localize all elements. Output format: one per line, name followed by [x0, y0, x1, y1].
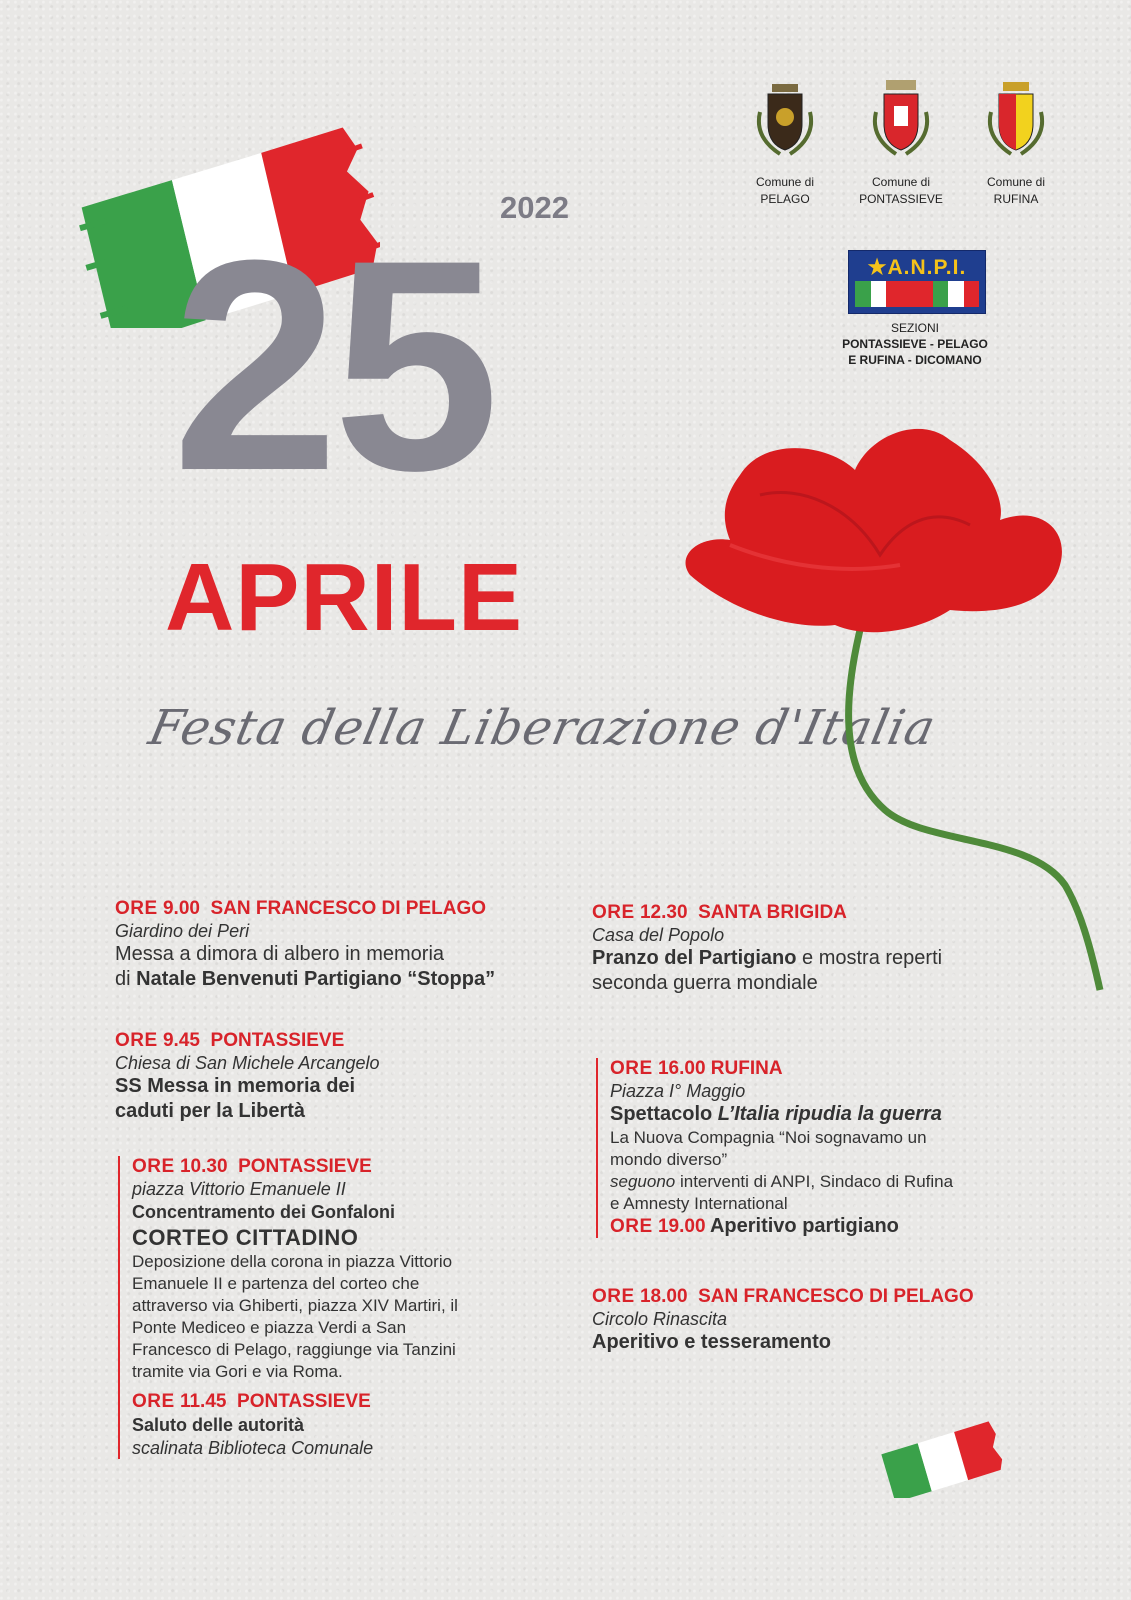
- ore-label: ORE: [115, 1030, 158, 1051]
- event-desc-2-bold: Natale Benvenuti Partigiano “Stoppa”: [136, 968, 496, 990]
- event-time: 12.30: [639, 902, 688, 923]
- event-desc-2: seconda guerra mondiale: [592, 972, 818, 994]
- subtitle: Festa della Liberazione d'Italia: [144, 700, 941, 756]
- event-1: [115, 898, 495, 992]
- event-desc-1: Messa a dimora di albero in memoria: [115, 943, 445, 965]
- rufina-coat-of-arms-icon: [981, 72, 1051, 167]
- event-time: 10.30: [179, 1156, 228, 1177]
- event-2: [115, 1030, 379, 1124]
- event-desc-1: Aperitivo e tesseramento: [592, 1331, 831, 1353]
- italian-flag-bottom: [876, 1418, 1006, 1498]
- month-title: APRILE: [165, 544, 524, 651]
- event-5: [592, 902, 942, 996]
- ore-label: ORE: [132, 1156, 175, 1177]
- event-7: [592, 1286, 974, 1355]
- crest-pontassieve: [846, 72, 956, 206]
- event-desc-1: Concentramento dei Gonfaloni: [132, 1202, 396, 1222]
- event-place: PONTASSIEVE: [238, 1156, 372, 1177]
- event-place: PONTASSIEVE: [210, 1030, 345, 1051]
- ore-label: ORE: [115, 898, 158, 919]
- event-text-3-italic: seguono: [610, 1172, 676, 1191]
- event-3: [118, 1156, 552, 1459]
- pontassieve-coat-of-arms-icon: [866, 72, 936, 167]
- event-venue: piazza Vittorio Emanuele II: [132, 1179, 346, 1199]
- event-text-2: mondo diverso”: [610, 1150, 728, 1169]
- event-text-2: Emanuele II e partenza del corteo che: [132, 1274, 420, 1293]
- event-text-4: Ponte Mediceo e piazza Verdi a San: [132, 1318, 407, 1337]
- event-text-4: e Amnesty International: [610, 1194, 788, 1213]
- event-place: RUFINA: [710, 1058, 783, 1079]
- ore-label: ORE: [592, 1286, 635, 1307]
- event-desc-2-pre: di: [115, 968, 137, 990]
- event-venue: Chiesa di San Michele Arcangelo: [115, 1053, 380, 1073]
- event-text-5: Francesco di Pelago, raggiunge via Tanzini: [132, 1340, 456, 1359]
- comune-prefix: Comune di: [755, 175, 815, 189]
- event-desc-2: CORTEO CITTADINO: [132, 1225, 359, 1250]
- anpi-flag-stripes: [855, 281, 979, 307]
- event-time: 18.00: [639, 1286, 688, 1307]
- event-text-6: tramite via Gori e via Roma.: [132, 1362, 343, 1381]
- sezioni-line1: PONTASSIEVE - PELAGO: [842, 337, 988, 351]
- event-desc-1-bold: Spettacolo: [610, 1103, 718, 1125]
- event-time: 9.45: [162, 1030, 200, 1051]
- event-place: SANTA BRIGIDA: [698, 902, 847, 923]
- event-desc-2: caduti per la Libertà: [115, 1100, 306, 1122]
- event-4: [132, 1391, 552, 1413]
- anpi-logo: [848, 250, 984, 314]
- event-text-3-rest: interventi di ANPI, Sindaco di Rufina: [675, 1172, 954, 1191]
- event-venue: Casa del Popolo: [592, 925, 725, 945]
- event-venue: Piazza I° Maggio: [610, 1081, 746, 1101]
- event-desc-1-italic: L’Italia ripudia la guerra: [717, 1103, 942, 1125]
- sezioni-label: SEZIONI: [890, 321, 939, 335]
- event-4-venue: scalinata Biblioteca Comunale: [132, 1438, 374, 1458]
- event-desc-1-bold: Pranzo del Partigiano: [592, 947, 797, 969]
- ore-label: ORE: [610, 1058, 653, 1079]
- event-venue: Circolo Rinascita: [592, 1309, 728, 1329]
- comune-prefix: Comune di: [986, 175, 1046, 189]
- event-6: [596, 1058, 1050, 1238]
- event-text-3: attraverso via Ghiberti, piazza XIV Martiri, il: [132, 1296, 458, 1315]
- pelago-coat-of-arms-icon: [750, 72, 820, 167]
- event-4-desc: Saluto delle autorità: [132, 1415, 305, 1435]
- event-place: PONTASSIEVE: [237, 1391, 371, 1412]
- event-text-1: Deposizione della corona in piazza Vittorio: [132, 1252, 453, 1271]
- sub-event-text: Aperitivo partigiano: [709, 1215, 899, 1237]
- year: 2022: [500, 190, 569, 225]
- event-time: 9.00: [162, 898, 200, 919]
- event-place: SAN FRANCESCO DI PELAGO: [210, 898, 487, 919]
- event-place: SAN FRANCESCO DI PELAGO: [698, 1286, 974, 1307]
- comune-name: PELAGO: [760, 192, 810, 206]
- event-time: 11.45: [179, 1391, 227, 1412]
- comune-name: PONTASSIEVE: [859, 192, 943, 206]
- ore-label: ORE: [132, 1391, 175, 1412]
- event-desc-1-rest: e mostra reperti: [796, 947, 943, 969]
- anpi-sections: [815, 320, 1015, 368]
- ore-label: ORE: [610, 1216, 653, 1237]
- event-time: 16.00: [657, 1058, 706, 1079]
- ore-label: ORE: [592, 902, 635, 923]
- event-venue: Giardino dei Peri: [115, 921, 250, 941]
- crest-rufina: [966, 72, 1066, 206]
- comune-name: RUFINA: [993, 192, 1039, 206]
- sezioni-line2: E RUFINA - DICOMANO: [848, 353, 982, 367]
- comune-prefix: Comune di: [871, 175, 931, 189]
- sub-time: 19.00: [657, 1216, 706, 1237]
- anpi-logo-text: ★A.N.P.I.: [867, 256, 967, 279]
- event-text-1: La Nuova Compagnia “Noi sognavamo un: [610, 1128, 927, 1147]
- day-number: 25: [172, 197, 494, 533]
- event-desc-1: SS Messa in memoria dei: [115, 1075, 356, 1097]
- crest-pelago: [735, 72, 835, 206]
